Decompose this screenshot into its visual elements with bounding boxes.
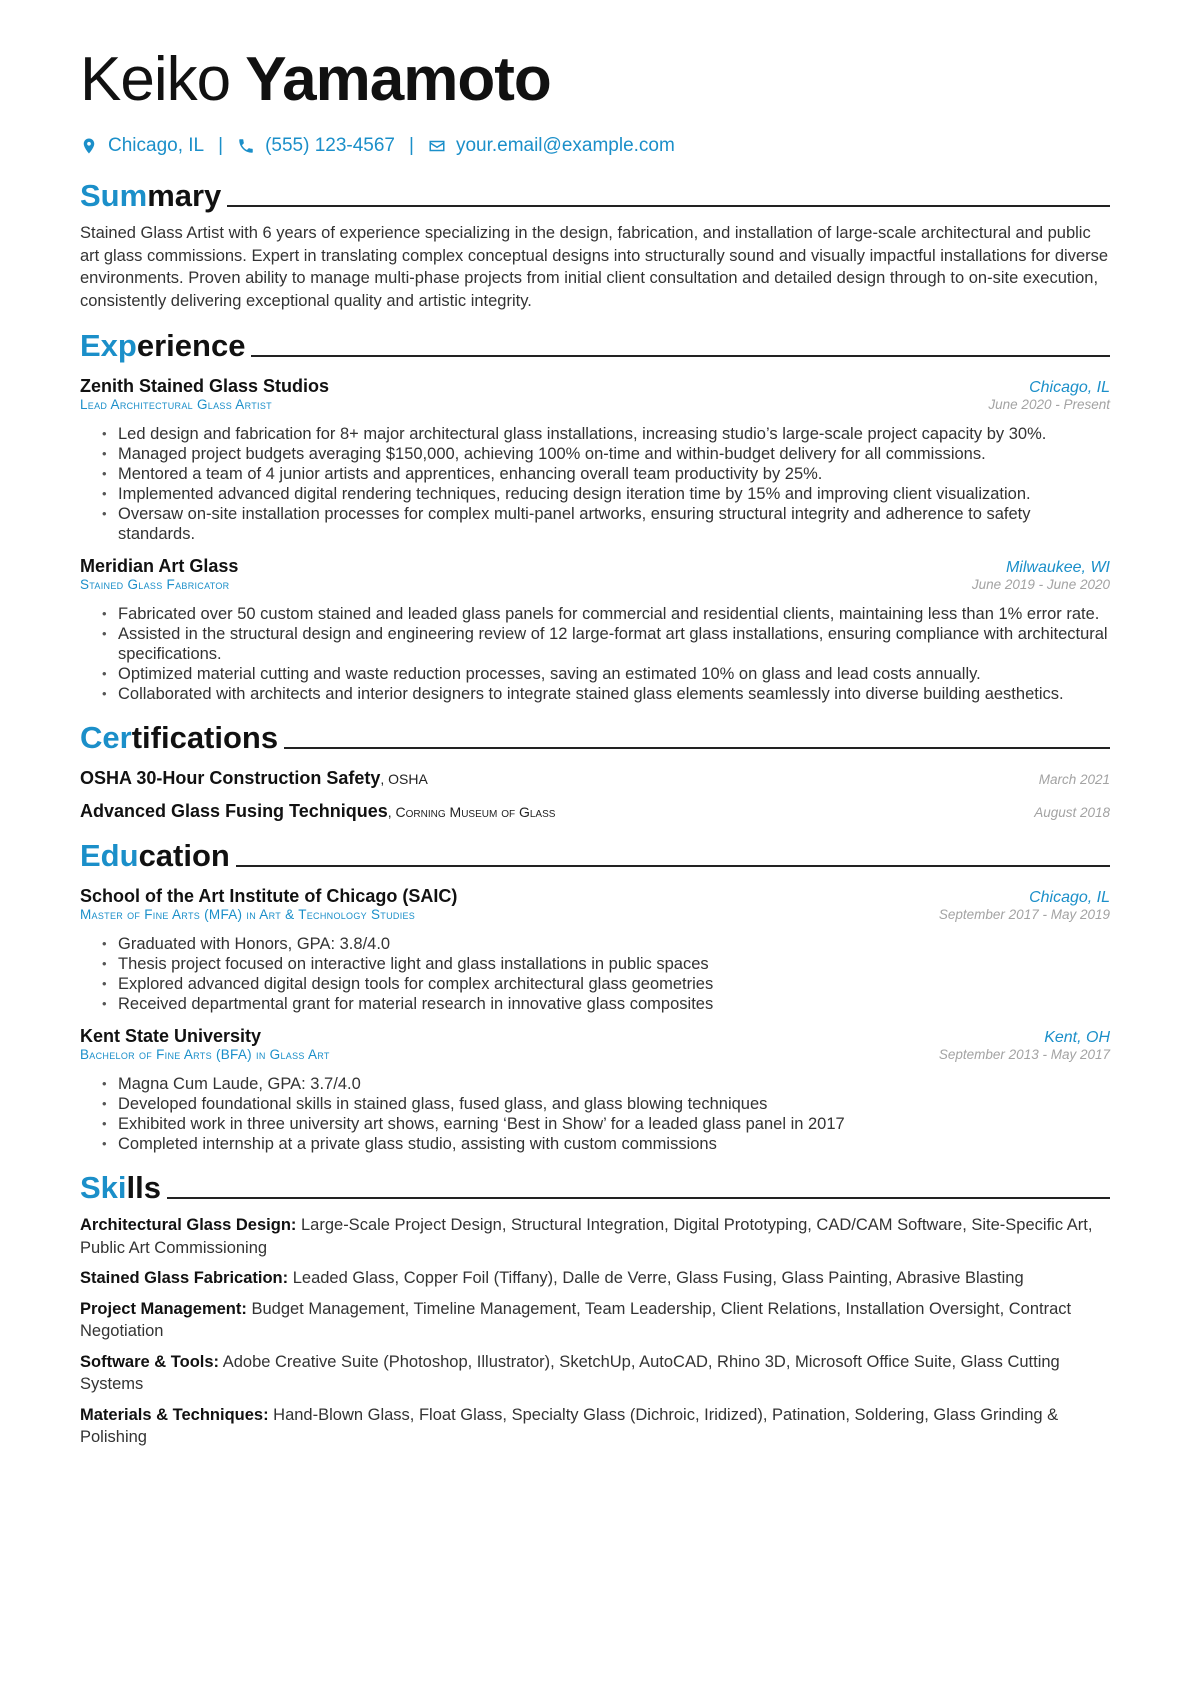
skills-heading [80,1166,1110,1206]
employer-location: Chicago, IL [1029,379,1110,396]
last-name: Yamamoto [245,45,551,114]
title-accent: Sum [80,178,148,213]
bullet-item: • Developed foundational skills in stained glass, fused glass, and glass blowing techniques [102,1094,1110,1114]
title-rest: mary [147,178,222,213]
skill-values: Adobe Creative Suite (Photoshop, Illustrator), SketchUp, AutoCAD, Rhino 3D, Microsoft Office Suite, Glass Cutting Systems [80,1352,1060,1393]
experience-entry [80,556,1110,704]
title-accent: Cer [80,720,132,755]
school-bullets [80,934,1110,1014]
certifications-heading [80,716,1110,756]
bullet-item: • Exhibited work in three university art shows, earning ‘Best in Show’ for a leaded glass panel in 2017 [102,1114,1110,1134]
employer-name: Meridian Art Glass [80,556,239,576]
bullet-item: • Optimized material cutting and waste reduction processes, saving an estimated 10% on glass and lead costs annually. [102,664,1110,684]
education-entry [80,886,1110,1014]
job-bullets [80,604,1110,704]
skill-values: Budget Management, Timeline Management, Team Leadership, Client Relations, Installation Oversight, Contract Negotiation [80,1299,1072,1340]
summary-heading [80,174,1110,214]
skill-group [80,1351,1110,1396]
section-title [80,178,221,214]
bullet-item: • Explored advanced digital design tools for complex architectural glass geometries [102,974,1110,994]
experience-entry [80,376,1110,544]
skill-group [80,1267,1110,1290]
bullet-item: • Thesis project focused on interactive light and glass installations in public spaces [102,954,1110,974]
candidate-name [80,42,1110,118]
certification-item [80,768,1110,789]
section-rule [284,747,1110,749]
skill-group [80,1298,1110,1343]
bullet-item: • Fabricated over 50 custom stained and leaded glass panels for commercial and residential clients, maintaining less than 1% error rate. [102,604,1110,624]
job-title: Lead Architectural Glass Artist [80,397,272,412]
skill-label: Materials & Techniques: [80,1405,269,1424]
map-marker-icon [80,137,98,155]
employer-name: Zenith Stained Glass Studios [80,376,330,396]
bullet-item: • Implemented advanced digital rendering techniques, reducing design iteration time by 15% and improving client visualization. [102,484,1110,504]
contact-separator: | [409,135,414,156]
job-title: Stained Glass Fabricator [80,577,230,592]
title-accent: Exp [80,328,137,363]
school-name: School of the Art Institute of Chicago (SAIC) [80,886,458,906]
title-rest: cation [138,838,230,873]
degree: Master of Fine Arts (MFA) in Art & Technology Studies [80,907,416,922]
bullet-item: • Received departmental grant for material research in innovative glass composites [102,994,1110,1014]
bullet-item: • Mentored a team of 4 junior artists and apprentices, enhancing overall team productivity by 25%. [102,464,1110,484]
skill-label: Project Management: [80,1299,247,1318]
title-accent: Ski [80,1170,127,1205]
education-heading [80,834,1110,874]
contact-phone[interactable] [237,135,395,157]
certification-name: OSHA 30-Hour Construction Safety [80,768,381,788]
bullet-item: • Completed internship at a private glass studio, assisting with custom commissions [102,1134,1110,1154]
section-rule [227,205,1110,207]
degree: Bachelor of Fine Arts (BFA) in Glass Art [80,1047,330,1062]
job-dates: June 2019 - June 2020 [971,577,1110,592]
section-title [80,720,278,756]
school-name: Kent State University [80,1026,262,1046]
skill-label: Stained Glass Fabrication: [80,1269,289,1287]
bullet-item: • Oversaw on-site installation processes for complex multi-panel artworks, ensuring structural integrity and adherence to safety standards. [102,504,1110,544]
contact-location [80,135,204,157]
section-title [80,328,245,364]
contact-bar [80,130,1110,162]
skill-values: Leaded Glass, Copper Foil (Tiffany), Dalle de Verre, Glass Fusing, Glass Painting, Abrasive Blasting [288,1269,1024,1287]
certification-date: August 2018 [1034,805,1110,820]
certification-item [80,801,1110,822]
bullet-item: • Graduated with Honors, GPA: 3.8/4.0 [102,934,1110,954]
contact-email[interactable] [428,135,675,157]
bullet-item: • Assisted in the structural design and engineering review of 12 large-format art glass installations, ensuring compliance with architectural specifications. [102,624,1110,664]
bullet-item: • Led design and fabrication for 8+ major architectural glass installations, increasing studio’s large-scale project capacity by 30%. [102,424,1110,444]
certification-name: Advanced Glass Fusing Techniques [80,801,388,821]
education-entry [80,1026,1110,1154]
section-title [80,1170,161,1206]
certification-issuer: , OSHA [380,771,428,787]
skill-group [80,1404,1110,1449]
section-rule [167,1197,1110,1199]
certification-date: March 2021 [1038,772,1110,787]
section-rule [236,865,1110,867]
employer-location: Milwaukee, WI [1005,559,1110,576]
job-dates: June 2020 - Present [988,397,1110,412]
title-rest: tifications [131,720,279,755]
title-rest: erience [136,328,246,363]
phone-icon [237,137,255,155]
envelope-icon [428,137,446,155]
certification-issuer: , Corning Museum of Glass [387,804,556,820]
location-text: Chicago, IL [108,135,205,156]
email-link[interactable]: your.email@example.com [455,135,675,156]
skill-group [80,1214,1110,1259]
skill-label: Software & Tools: [80,1352,220,1371]
summary-text: Stained Glass Artist with 6 years of experience specializing in the design, fabrication, and installation of large-scale architectural and public art glass commissions. Expert in translating complex conceptual designs into structurally sound and visually impactful installations for diverse environments. Proven ability to manage multi-phase projects from initial client consultation and detailed design through to on-site execution, consistently delivering exceptional quality and artistic integrity. [80,224,1109,310]
phone-text: (555) 123-4567 [265,135,395,156]
school-dates: September 2013 - May 2017 [938,1047,1110,1062]
bullet-item: • Collaborated with architects and interior designers to integrate stained glass elements seamlessly into diverse building aesthetics. [102,684,1110,704]
title-accent: Edu [80,838,139,873]
section-rule [251,355,1110,357]
school-bullets [80,1074,1110,1154]
school-location: Chicago, IL [1029,889,1110,906]
contact-separator: | [218,135,224,156]
school-location: Kent, OH [1044,1029,1110,1046]
section-title [80,838,230,874]
skill-values: Large-Scale Project Design, Structural Integration, Digital Prototyping, CAD/CAM Software, Site-Specific Art, Public Art Commissioning [80,1216,1093,1257]
title-rest: lls [126,1170,161,1205]
bullet-item: • Managed project budgets averaging $150,000, achieving 100% on-time and within-budget delivery for all commissions. [102,444,1110,464]
bullet-item: • Magna Cum Laude, GPA: 3.7/4.0 [102,1074,1110,1094]
experience-heading [80,324,1110,364]
skill-label: Architectural Glass Design: [80,1216,297,1234]
school-dates: September 2017 - May 2019 [938,907,1110,922]
first-name: Keiko [80,45,231,114]
job-bullets [80,424,1110,544]
skill-values: Hand-Blown Glass, Float Glass, Specialty Glass (Dichroic, Iridized), Patination, Soldering, Glass Grinding & Polishing [80,1405,1059,1446]
